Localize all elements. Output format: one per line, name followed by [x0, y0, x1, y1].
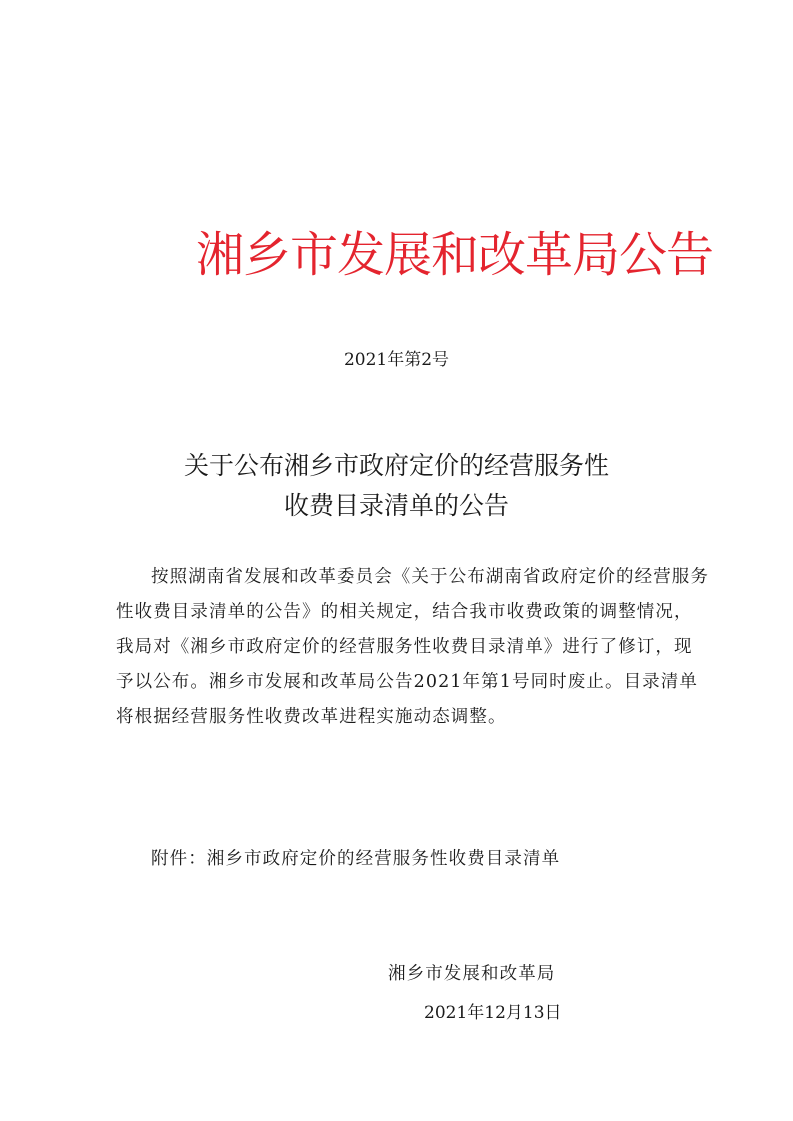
issue-date: 2021年12月13日: [424, 1003, 562, 1023]
document-number: 2021年第2号: [343, 350, 450, 370]
body-paragraph: 按照湖南省发展和改革委员会《关于公布湖南省政府定价的经营服务性收费目录清单的公告》的相关规定，结合我市收费政策的调整情况，我局对《湘乡市政府定价的经营服务性收费目录清单》进行了修订，现予以公布。湘乡市发展和改革局公告2021年第1号同时废止。目录清单将根据经营服务性收费改革进程实施动态调整。: [116, 567, 709, 727]
notice-title: [0, 446, 793, 526]
notice-title-line-1: 关于公布湘乡市政府定价的经营服务性: [183, 451, 609, 480]
issuer-name: 湘乡市发展和改革局: [388, 964, 556, 984]
notice-title-line-2: 收费目录清单的公告: [283, 491, 509, 520]
notice-body: [116, 560, 709, 735]
agency-title: 湘乡市发展和改革局公告: [196, 227, 714, 283]
attachment-line: 附件：湘乡市政府定价的经营服务性收费目录清单: [151, 849, 561, 869]
